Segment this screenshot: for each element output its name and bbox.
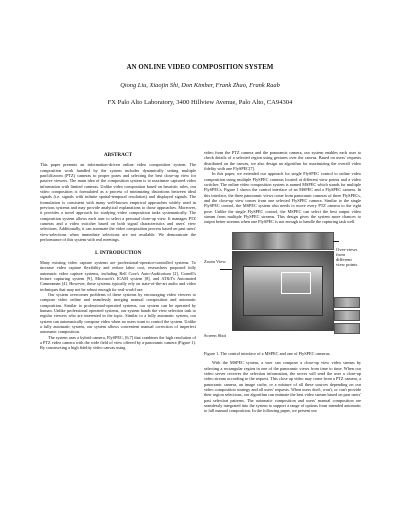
figure-caption: Figure 1. The control interface of a MSPEC and one of FlySPEC cameras. — [204, 350, 331, 356]
left-column — [40, 150, 196, 351]
paper-affiliation: FX Palo Alto Laboratory, 3400 Hillview Avenue, Palo Alto, CA94304 — [107, 99, 293, 106]
paper-authors: Qiong Liu, Xiaojin Shi, Don Kimber, Frank Zhao, Frank Raab — [120, 82, 280, 89]
intro-paragraph-1: Many existing video capture systems are professional-operator-controlled systems. To increase video capture flexibility and reduce labor cost, researchers proposed fully automatic video capture systems, including Bell Core's Auto-Auditorium [2], Cornell's lecture capturing system [9], Microsoft's ICAM system [8], and AT&T's Automated Cameraman [4]. However, these systems typically rely on state-of-the-art audio and video techniques that may not be robust enough for real-world use. — [40, 259, 196, 292]
selection-rectangle — [281, 272, 311, 294]
zoom-view-arrow — [220, 269, 232, 270]
overview-thumbnail — [334, 297, 360, 308]
overview-thumbnails — [334, 297, 360, 329]
abstract-heading: ABSTRACT — [103, 152, 133, 158]
intro-paragraph-2: Our system overcomes problems of these systems by encouraging video viewers to compose video online and seamlessly merging manual composition and automatic composition. Similar to professional-operated systems, our system can be operated by human. Unlike professional operated systems, our system hands the view selection task to regular viewers who are interested in the topic. Similar to a fully automatic system, our system can automatically compose video when no users want to control the system. Unlike a fully automatic system, our system allows convenient manual correction of imperfect automatic composition. — [40, 291, 196, 335]
close-up-view-image — [232, 251, 334, 331]
right-paragraph-3: With the MSPEC system, a user can compose a close-up view video stream by selecting a rectangular region in one of the panoramic views from time to time. When our video server receives the selection information, the server will send the user a close-up video stream according to the request. This close up video may come from a PTZ camera, a panoramic camera, an image cache, or a mixture of all these sources depending on our video composition strategy and all users' requests. When users don't, won't, or can't provide their region selections, our algorithm can estimate the best video stream based on past users' past selection patterns. The automatic composition and users' manual composition are seamlessly integrated into the system to support a range of options from intended automatic to full manual composition. In the following paper, we present our — [204, 360, 361, 414]
overview-thumbnail — [334, 310, 360, 321]
intro-heading: 1. INTRODUCTION — [94, 249, 142, 256]
overview-thumbnail — [334, 323, 360, 334]
zoom-view-label: Zoom View — [204, 258, 226, 264]
panoramic-overview-image — [232, 232, 334, 250]
overview-arrow — [333, 241, 339, 242]
paper-title: AN ONLINE VIDEO COMPOSITION SYSTEM — [126, 64, 274, 71]
right-paragraph-1: video from the PTZ camera and the panoramic camera, our system enables each user to check details of a selected region using gestures over the canvas. Based on users' requests distributed on the canvas, we also design an algorithm for maximizing the overall video fidelity with one FlySPEC[7]. — [204, 150, 361, 172]
intro-paragraph-3: The system uses a hybrid camera, FlySPEC, [6,7] that combines the high resolution of a PTZ video camera with the wide field of view offered by a panoramic camera (Figure 1). By constructing a high fidelity video canvas using — [40, 334, 196, 351]
figure-1 — [204, 229, 361, 349]
overviews-label: Over-views from different view points — [336, 246, 358, 267]
right-paragraph-2: In this paper, we extended our approach for single FlySPEC control to online video composition using multiple FlySPEC cameras located at different view points and a video switcher. The online video composition system is named MSPEC which stands for multiple FlySPECs. Figure 1 shows the control interface of an MSPEC and a FlySPEC camera. In this interface, the three panoramic views come from panoramic cameras of three FlySPECs, and the close-up view comes from one selected FlySPEC camera. Similar to the single FlySPEC control, the MSPEC system also needs to move every PTZ camera to the right pose. Unlike the single FlySPEC control, the MSPEC can select the best output video stream from multiple FlySPEC streams. This design gives the system more chances to output better streams when one FlySPEC is not enough to handle the capturing task well. — [204, 171, 361, 225]
right-column — [204, 150, 361, 414]
abstract-text: This paper presents an information-driven online video composition system. The composition work handled by the system includes dynamically setting multiple pan/tilt/zoom (PTZ) cameras to proper poses and selecting the best close-up view for passive viewers. The main idea of the composition system is to maximize captured video information with limited cameras. Unlike video composition based on heuristic rules, our video composition is formulated as a process of minimizing distortions between ideal signals (i.e. signals with infinite spatial-temporal resolution) and displayed signals. The formulation is consistent with many well-known empirical approaches widely used in previous systems and may provide analytical explanations to those approaches. Moreover, it provides a novel approach for studying video composition tasks systematically. The composition system allows each user to select a personal close-up view. It manages PTZ cameras and a video switcher based on both signal characteristics and users' view selections. Additionally, it can automate the video composition process based on past users' view-selections when immediate selections are not available. We demonstrate the performance of this system with real meetings. — [40, 162, 196, 243]
screen-shot-label: Screen Shot — [204, 332, 227, 338]
